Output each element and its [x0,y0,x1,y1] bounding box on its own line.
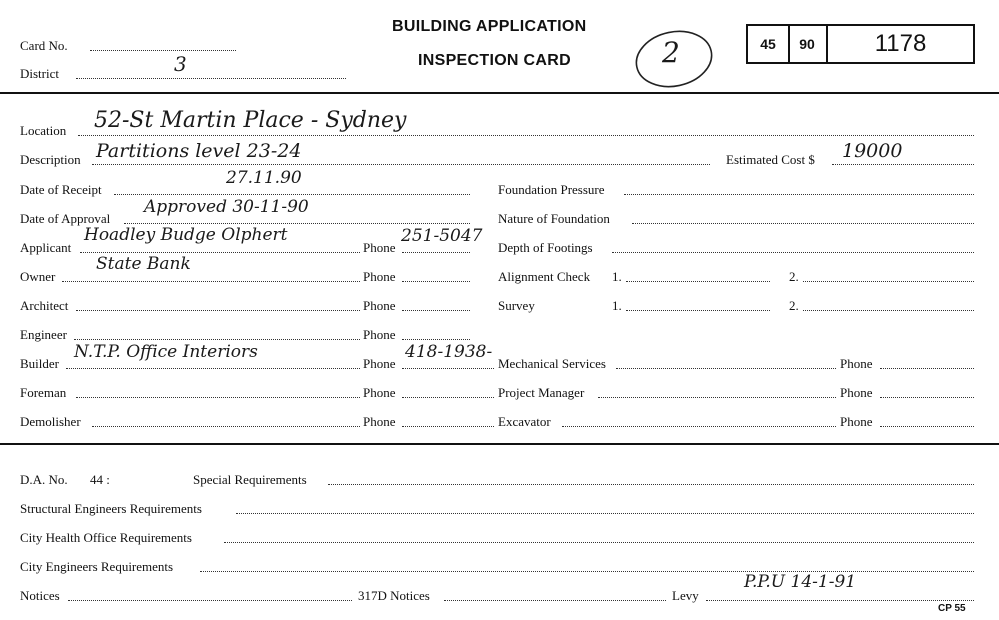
district-value: 3 [174,52,187,76]
circled-number: 2 [662,36,680,69]
levy-value: P.P.U 14-1-91 [744,572,857,592]
excavator-phone-label: Phone [840,414,873,429]
engineer-phone-label: Phone [363,327,396,342]
da-no-label: D.A. No. [20,472,68,487]
survey-num1: 1. [612,298,622,313]
health-line[interactable] [224,542,974,543]
da-no-value: 44 : [90,472,110,487]
description-label: Description [20,152,81,167]
description-line[interactable] [92,164,710,165]
ref-cell-a: 45 [748,26,790,62]
date-approval-label: Date of Approval [20,211,111,226]
demolisher-line[interactable] [92,426,360,427]
applicant-label: Applicant [20,240,72,255]
excavator-phone-line[interactable] [880,426,974,427]
applicant-value: Hoadley Budge Olphert [84,225,288,245]
foreman-phone-label: Phone [363,385,396,400]
alignment-check-line2[interactable] [803,281,974,282]
demolisher-phone-label: Phone [363,414,396,429]
owner-phone-line[interactable] [402,281,470,282]
architect-line[interactable] [76,310,360,311]
levy-label: Levy [672,588,699,603]
depth-footings-line[interactable] [612,252,974,253]
alignment-check-label: Alignment Check [498,269,591,284]
location-value: 52-St Martin Place - Sydney [94,108,407,133]
special-requirements-label: Special Requirements [193,472,307,487]
architect-phone-label: Phone [363,298,396,313]
form-title-line1: BUILDING APPLICATION [392,18,587,35]
applicant-phone-line[interactable] [402,252,470,253]
header-divider [0,92,999,94]
survey-num2: 2. [789,298,799,313]
structural-line[interactable] [236,513,974,514]
alignment-check-num1: 1. [612,269,622,284]
project-manager-line[interactable] [598,397,836,398]
survey-label: Survey [498,298,535,313]
mechanical-label: Mechanical Services [498,356,606,371]
date-receipt-label: Date of Receipt [20,182,102,197]
project-manager-phone-label: Phone [840,385,873,400]
date-approval-line[interactable] [124,223,470,224]
foreman-phone-line[interactable] [402,397,494,398]
builder-phone-label: Phone [363,356,396,371]
notices-label: Notices [20,588,60,603]
architect-label: Architect [20,298,69,313]
mechanical-line[interactable] [616,368,836,369]
applicant-line[interactable] [80,252,360,253]
estimated-cost-line[interactable] [832,164,974,165]
engineer-phone-line[interactable] [402,339,470,340]
date-approval-value: Approved 30-11-90 [144,197,309,217]
date-receipt-line[interactable] [114,194,470,195]
engineer-label: Engineer [20,327,67,342]
owner-value: State Bank [96,254,191,274]
structural-label: Structural Engineers Requirements [20,501,202,516]
foundation-pressure-line[interactable] [624,194,974,195]
demolisher-label: Demolisher [20,414,81,429]
city-engineers-line[interactable] [200,571,974,572]
notices-317d-line[interactable] [444,600,666,601]
notices-line[interactable] [68,600,352,601]
notices-317d-label: 317D Notices [358,588,430,603]
ref-cell-b: 90 [788,26,828,62]
estimated-cost-value: 19000 [842,140,903,162]
estimated-cost-label: Estimated Cost $ [726,152,815,167]
form-title-line2: INSPECTION CARD [418,52,571,69]
foreman-line[interactable] [76,397,360,398]
mechanical-phone-label: Phone [840,356,873,371]
location-line[interactable] [78,135,974,136]
builder-phone-value: 418-1938- [405,342,493,362]
nature-foundation-line[interactable] [632,223,974,224]
owner-line[interactable] [62,281,360,282]
owner-label: Owner [20,269,56,284]
engineer-line[interactable] [74,339,360,340]
location-label: Location [20,123,67,138]
ref-cell-c: 1178 [874,30,927,57]
owner-phone-label: Phone [363,269,396,284]
survey-line2[interactable] [803,310,974,311]
alignment-check-line1[interactable] [626,281,770,282]
section-divider [0,443,999,445]
foreman-label: Foreman [20,385,67,400]
architect-phone-line[interactable] [402,310,470,311]
alignment-check-num2: 2. [789,269,799,284]
card-no-label: Card No. [20,38,68,53]
card-no-line[interactable] [90,50,236,51]
excavator-line[interactable] [562,426,836,427]
reference-number-box [746,24,975,64]
district-line[interactable] [76,78,346,79]
builder-phone-line[interactable] [402,368,494,369]
levy-line[interactable] [706,600,974,601]
project-manager-label: Project Manager [498,385,585,400]
applicant-phone-value: 251-5047 [401,226,483,246]
applicant-phone-label: Phone [363,240,396,255]
special-requirements-line[interactable] [328,484,974,485]
city-engineers-label: City Engineers Requirements [20,559,174,574]
builder-line[interactable] [66,368,360,369]
nature-foundation-label: Nature of Foundation [498,211,610,226]
excavator-label: Excavator [498,414,551,429]
survey-line1[interactable] [626,310,770,311]
district-label: District [20,66,59,81]
depth-footings-label: Depth of Footings [498,240,593,255]
demolisher-phone-line[interactable] [402,426,494,427]
health-label: City Health Office Requirements [20,530,192,545]
date-receipt-value: 27.11.90 [226,168,302,188]
builder-value: N.T.P. Office Interiors [74,342,258,362]
project-manager-phone-line[interactable] [880,397,974,398]
mechanical-phone-line[interactable] [880,368,974,369]
description-value: Partitions level 23-24 [96,140,302,162]
form-code: CP 55 [938,603,966,614]
builder-label: Builder [20,356,59,371]
foundation-pressure-label: Foundation Pressure [498,182,605,197]
